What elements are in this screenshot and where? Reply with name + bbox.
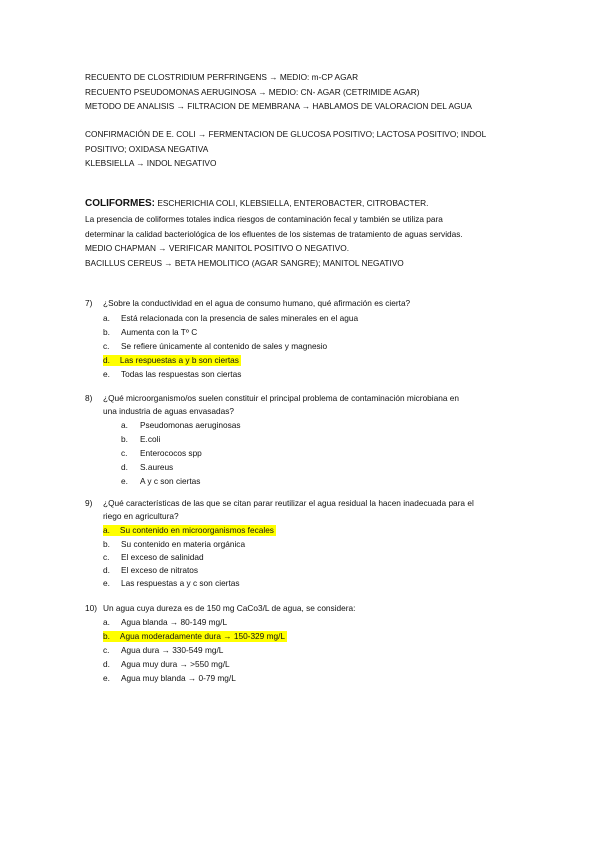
q9-option-b-letter: b. bbox=[103, 539, 110, 549]
coliformes-heading: COLIFORMES: bbox=[85, 198, 155, 209]
question-7-number: 7) bbox=[85, 298, 93, 308]
q7-option-b: Aumenta con la Tº C bbox=[121, 327, 198, 337]
q8-option-d-letter: d. bbox=[121, 462, 128, 472]
q7-option-e: Todas las respuestas son ciertas bbox=[121, 369, 242, 379]
coliformes-line bbox=[85, 198, 428, 209]
q10-option-b: Agua moderadamente dura → 150-329 mg/L bbox=[119, 631, 286, 641]
note-chapman: MEDIO CHAPMAN → VERIFICAR MANITOL POSITIVO O NEGATIVO. bbox=[85, 243, 349, 253]
q8-option-c-letter: c. bbox=[121, 448, 128, 458]
q9-option-e: Las respuestas a y c son ciertas bbox=[121, 578, 240, 588]
note-bacillus: BACILLUS CEREUS → BETA HEMOLITICO (AGAR SANGRE); MANITOL NEGATIVO bbox=[85, 258, 404, 268]
note-ecoli-2: POSITIVO; OXIDASA NEGATIVA bbox=[85, 144, 209, 154]
question-8-number: 8) bbox=[85, 393, 93, 403]
q7-option-c-letter: c. bbox=[103, 341, 110, 351]
note-pseudomonas: RECUENTO PSEUDOMONAS AERUGINOSA → MEDIO: CN- AGAR (CETRIMIDE AGAR) bbox=[85, 87, 420, 97]
q7-option-a-letter: a. bbox=[103, 313, 110, 323]
coliformes-text-2: determinar la calidad bacteriológica de los efluentes de los sistemas de tratamiento de aguas servidas. bbox=[85, 229, 463, 239]
q9-option-a: Su contenido en microorganismos fecales bbox=[119, 525, 274, 535]
question-7-text: ¿Sobre la conductividad en el agua de consumo humano, qué afirmación es cierta? bbox=[103, 298, 411, 308]
q10-option-d-letter: d. bbox=[103, 659, 110, 669]
q8-option-b: E.coli bbox=[140, 434, 161, 444]
q7-option-c: Se refiere únicamente al contenido de sales y magnesio bbox=[121, 341, 328, 351]
note-ecoli-1: CONFIRMACIÓN DE E. COLI → FERMENTACION DE GLUCOSA POSITIVO; LACTOSA POSITIVO; INDOL bbox=[85, 129, 487, 139]
q10-option-d: Agua muy dura → >550 mg/L bbox=[121, 659, 230, 669]
q9-option-d-letter: d. bbox=[103, 565, 110, 575]
question-8-text-2: una industria de aguas envasadas? bbox=[103, 406, 235, 416]
question-10-number: 10) bbox=[85, 603, 97, 613]
q10-option-c: Agua dura → 330-549 mg/L bbox=[121, 645, 224, 655]
q7-option-b-letter: b. bbox=[103, 327, 110, 337]
q9-option-c: El exceso de salinidad bbox=[121, 552, 204, 562]
q10-option-b-letter: b. bbox=[103, 631, 110, 641]
question-10-text: Un agua cuya dureza es de 150 mg CaCo3/L de agua, se considera: bbox=[103, 603, 356, 613]
q9-option-d: El exceso de nitratos bbox=[121, 565, 199, 575]
q9-option-b: Su contenido en materia orgánica bbox=[121, 539, 246, 549]
q7-option-e-letter: e. bbox=[103, 369, 110, 379]
q8-option-a-letter: a. bbox=[121, 420, 128, 430]
q10-option-a: Agua blanda → 80-149 mg/L bbox=[121, 617, 228, 627]
q10-option-c-letter: c. bbox=[103, 645, 110, 655]
q7-option-a: Está relacionada con la presencia de sales minerales en el agua bbox=[121, 313, 359, 323]
coliformes-list: ESCHERICHIA COLI, KLEBSIELLA, ENTEROBACTER, CITROBACTER. bbox=[157, 198, 429, 208]
q8-option-c: Enterococos spp bbox=[140, 448, 202, 458]
question-9-number: 9) bbox=[85, 498, 93, 508]
question-9-text-1: ¿Qué características de las que se citan parar reutilizar el agua residual la hacen inadecuada para el bbox=[103, 498, 474, 508]
q7-option-d-letter: d. bbox=[103, 355, 110, 365]
q9-option-a-highlighted bbox=[103, 525, 276, 536]
q10-option-b-highlighted bbox=[103, 631, 287, 642]
note-klebsiella: KLEBSIELLA → INDOL NEGATIVO bbox=[85, 158, 217, 168]
q7-option-d-highlighted bbox=[103, 355, 241, 366]
q8-option-d: S.aureus bbox=[140, 462, 174, 472]
note-clostridium: RECUENTO DE CLOSTRIDIUM PERFRINGENS → MEDIO: m-CP AGAR bbox=[85, 72, 359, 82]
q10-option-e: Agua muy blanda → 0-79 mg/L bbox=[121, 673, 236, 683]
q8-option-a: Pseudomonas aeruginosas bbox=[140, 420, 241, 430]
note-metodo: METODO DE ANALISIS → FILTRACION DE MEMBRANA → HABLAMOS DE VALORACION DEL AGUA bbox=[85, 101, 472, 111]
q10-option-e-letter: e. bbox=[103, 673, 110, 683]
q9-option-e-letter: e. bbox=[103, 578, 110, 588]
q10-option-a-letter: a. bbox=[103, 617, 110, 627]
q9-option-a-letter: a. bbox=[103, 525, 110, 535]
q7-option-d: Las respuestas a y b son ciertas bbox=[119, 355, 239, 365]
q9-option-c-letter: c. bbox=[103, 552, 110, 562]
q8-option-e: A y c son ciertas bbox=[140, 476, 201, 486]
coliformes-text-1: La presencia de coliformes totales indica riesgos de contaminación fecal y también se utiliza para bbox=[85, 214, 443, 224]
question-8-text-1: ¿Qué microorganismo/os suelen constituir el principal problema de contaminación microbiana en bbox=[103, 393, 460, 403]
q8-option-b-letter: b. bbox=[121, 434, 128, 444]
question-9-text-2: riego en agricultura? bbox=[103, 511, 179, 521]
q8-option-e-letter: e. bbox=[121, 476, 128, 486]
